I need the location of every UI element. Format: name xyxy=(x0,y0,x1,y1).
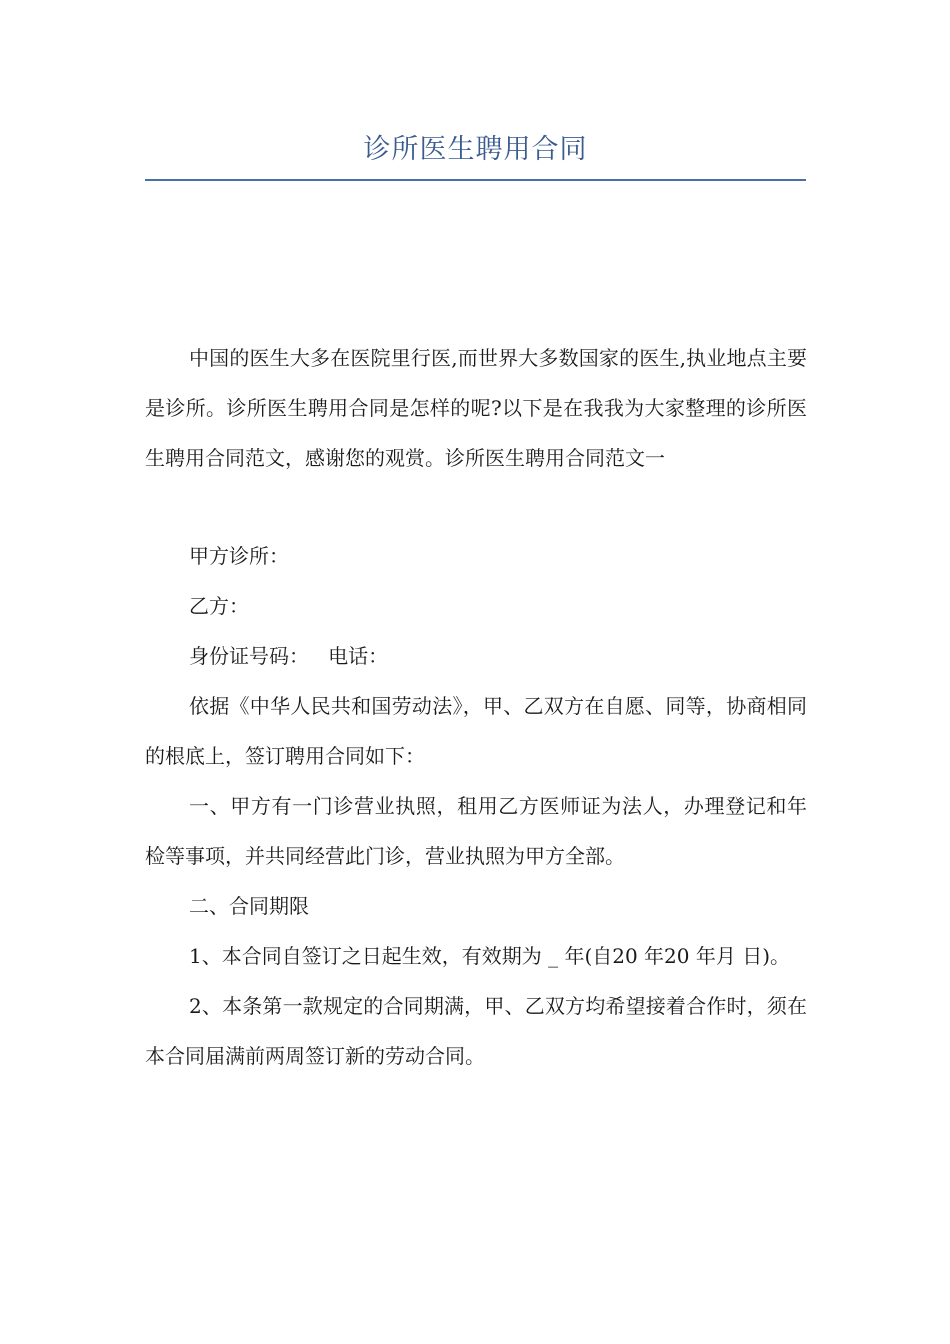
basis-paragraph: 依据《中华人民共和国劳动法》，甲、乙双方在自愿、同等，协商相同的根底上，签订聘用合同如下： xyxy=(145,694,807,768)
clause-2-heading: 二、合同期限 xyxy=(189,894,309,918)
clause-2-1-paragraph: 1、本合同自签订之日起生效，有效期为 _ 年(自20 年20 年月 日)。 xyxy=(189,944,791,968)
title-divider xyxy=(145,179,806,181)
document-title: 诊所医生聘用合同 xyxy=(363,134,588,165)
document-body xyxy=(145,333,807,1081)
clause-2-2-paragraph: 2、本条第一款规定的合同期满，甲、乙双方均希望接着合作时，须在本合同届满前两周签订新的劳动合同。 xyxy=(145,994,807,1068)
id-phone-line: 身份证号码： 电话： xyxy=(189,644,389,668)
party-b-line: 乙方： xyxy=(189,594,249,618)
clause-1-paragraph: 一、甲方有一门诊营业执照，租用乙方医师证为法人，办理登记和年检等事项，并共同经营此门诊，营业执照为甲方全部。 xyxy=(145,794,807,868)
paragraph-spacer xyxy=(145,483,807,531)
party-a-line: 甲方诊所： xyxy=(189,544,289,568)
intro-paragraph: 中国的医生大多在医院里行医,而世界大多数国家的医生,执业地点主要是诊所。诊所医生聘用合同是怎样的呢?以下是在我我为大家整理的诊所医生聘用合同范文，感谢您的观赏。诊所医生聘用合同范文一 xyxy=(145,346,807,470)
